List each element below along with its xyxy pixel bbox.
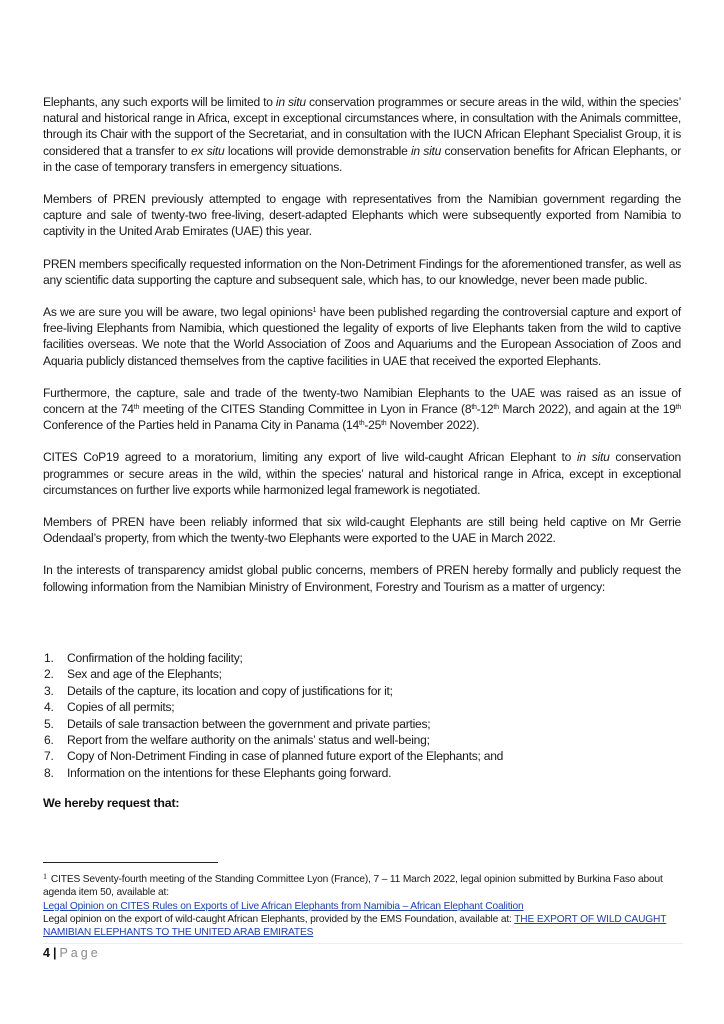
superscript: th [493,404,499,412]
text-run: Conference of the Parties held in Panama City in Panama (14 [43,418,359,433]
paragraph-legal-opinions [43,304,681,369]
superscript: th [381,420,387,428]
list-item-text: Details of the capture, its location and copy of justifications for it; [67,683,393,698]
page-separator: | [52,946,57,960]
list-number: 3. [44,683,54,698]
text-run: meeting of the CITES Standing Committee in Lyon in France (8 [139,402,472,417]
footnotes [43,870,683,939]
list-item [44,716,503,732]
information-request-list [44,650,503,781]
superscript: th [675,404,682,412]
text-run: Members of PREN previously attempted to engage with representatives from the Namibian government regarding the capture and sale of twenty-two free-living, desert-adapted Elephants which were subsequently exported from Namibia to captivity in the United Arab Emirates (UAE) this year. [43,192,681,239]
page-footer [43,946,101,960]
legal-opinion-link-aec[interactable]: Legal Opinion on CITES Rules on Exports of Live African Elephants from Namibia – African Elephant Coalition [43,900,524,912]
footnote-text: CITES Seventy-fourth meeting of the Standing Committee Lyon (France), 7 – 11 March 2022, legal opinion submitted by Burkina Faso about agenda item 50, available at: [43,874,663,899]
superscript: th [133,404,140,412]
text-run: November 2022). [386,418,480,433]
list-item-text: Copy of Non-Detriment Finding in case of planned future export of the Elephants; and [67,749,504,764]
text-run: Furthermore, the capture, sale and trade of the twenty-two Namibian Elephants to the UAE was raised as an issue of concern at the 74 [43,385,681,417]
list-item [44,666,503,682]
list-item [44,765,503,781]
text-run: conservation benefits for African Elephants, or in the case of temporary transfers in emergency situations. [43,143,682,174]
italic-term: in situ [410,143,442,158]
list-item [44,683,503,699]
footer-divider [43,943,683,944]
list-item [44,732,503,748]
text-run: -12 [476,402,494,417]
list-number: 8. [44,765,54,780]
text-run: PREN members specifically requested information on the Non-Detriment Findings for the aforementioned transfer, as well as any scientific data supporting the capture and subsequent sale, which has, to our knowledge, never been made public. [43,256,681,287]
footnote-text-ems: Legal opinion on the export of wild-caught African Elephants, provided by the EMS Foundation, available at: [43,913,515,925]
request-heading: We hereby request that: [43,796,180,810]
page-label: Page [59,946,101,960]
list-number: 6. [44,733,54,748]
list-item-text: Information on the intentions for these Elephants going forward. [67,765,392,780]
document-body [43,94,681,611]
text-run: have been published regarding the controversial capture and export of free-living Elephants from Namibia, which questioned the legality of exports of live Elephants taken from the wild to captive facilities overseas. We note that the World Association of Zoos and Aquariums and the European Association of Zoos and Aquaria publicly distanced themselves from the captive facilities in UAE that received the exported Elephants. [43,305,682,368]
list-number: 5. [44,716,54,731]
list-number: 1. [44,651,54,665]
list-item [44,748,503,764]
list-item [44,650,503,666]
paragraph-cop19-moratorium [43,449,681,498]
list-number: 7. [44,749,54,764]
text-run: March 2022), and again at the 19 [498,402,676,417]
paragraph-pren-engagement [43,191,681,240]
italic-term: in situ [275,95,306,109]
paragraph-transparency-request [43,562,681,594]
text-run: conservation programmes or secure areas in the wild, within the species’ natural and historical range in Africa, except in exceptional circumstances on further live exports while harmonized legal framework is negotiated. [43,450,681,497]
list-item-text: Details of sale transaction between the government and private parties; [67,716,431,731]
text-run: In the interests of transparency amidst global public concerns, members of PREN hereby formally and publicly request the following information from the Namibian Ministry of Environment, Forestry and Tourism as a matter of urgency: [43,563,681,594]
footnote-1 [43,870,683,900]
paragraph-cites-concern [43,385,681,434]
paragraph-ndf-request [43,256,681,288]
footnote-separator [43,862,218,863]
list-item-text: Copies of all permits; [67,700,175,715]
list-number: 4. [44,700,54,715]
list-item-text: Confirmation of the holding facility; [67,651,243,665]
paragraph-in-situ-limits [43,94,681,175]
text-run: -25 [364,418,382,433]
list-item [44,699,503,715]
legal-opinion-link-ems[interactable]: THE EXPORT OF WILD CAUGHT NAMIBIAN ELEPHANTS TO THE UNITED ARAB EMIRATES [43,913,667,939]
italic-term: ex situ [190,143,225,158]
superscript: th [471,404,477,412]
text-run: conservation programmes or secure areas in the wild, within the species’ natural and historical range in Africa, except in exceptional circumstances where, in consultation with the Animals committee, through its Chair with the support of the Secretariat, and in consultation with the IUCN African Elephant Specialist Group, it is considered that a transfer to [43,95,682,158]
list-item-text: Sex and age of the Elephants; [67,667,222,682]
list-number: 2. [44,667,54,682]
text-run: locations will provide demonstrable [224,143,411,158]
superscript: 1 [312,307,317,315]
italic-term: in situ [576,450,610,465]
footnote-mark: 1 [43,872,47,881]
text-run: As we are sure you will be aware, two legal opinions [43,305,313,320]
text-run: CITES CoP19 agreed to a moratorium, limiting any export of live wild-caught African Elephant to [43,450,577,465]
list-item-text: Report from the welfare authority on the animals’ status and well-being; [67,733,430,748]
text-run: Members of PREN have been reliably informed that six wild-caught Elephants are still being held captive on Mr Gerrie Odendaal’s property, from which the twenty-two Elephants were exported to the UAE in March 2022. [43,515,681,546]
paragraph-captive-elephants [43,514,681,546]
superscript: th [359,420,365,428]
page-number: 4 [43,946,50,960]
text-run: Elephants, any such exports will be limited to [43,95,276,109]
